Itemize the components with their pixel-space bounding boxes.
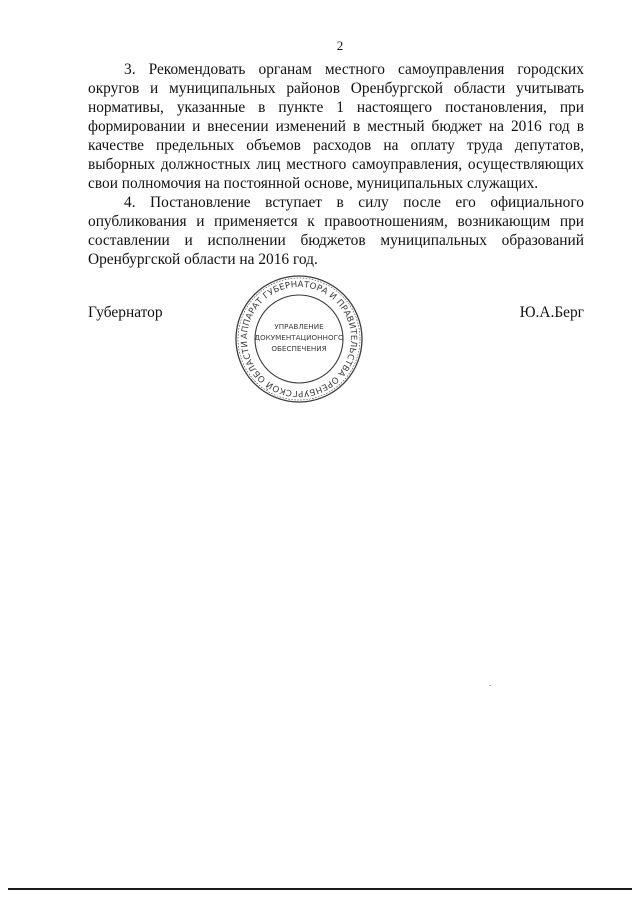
seal-graphic [233, 273, 365, 405]
page-number: 2 [336, 38, 344, 53]
seal-center-line-3: ОБЕСПЕЧЕНИЯ [271, 344, 327, 353]
official-seal [233, 273, 365, 405]
seal-ring-text: АППАРАТ ГУБЕРНАТОРА И ПРАВИТЕЛЬСТВА ОРЕНБУРГСКОЙ ОБЛАСТИ [239, 279, 359, 399]
document-body [88, 60, 584, 269]
seal-center-line-2: ДОКУМЕНТАЦИОННОГО [254, 333, 344, 342]
page-bottom-rule [8, 888, 632, 890]
paragraph-3: 3. Рекомендовать органам местного самоуправления городских округов и муниципальных районов Оренбургской области учитывать нормативы, указанные в пункте 1 настоящего постановления, при формировании и внесении изменений в местный бюджет на 2016 год в качестве предельных объемов расходов на оплату труда депутатов, выборных должностных лиц местного самоуправления, осуществляющих свои полномочия на постоянной основе, муниципальных служащих. [88, 61, 584, 192]
seal-center-line-1: УПРАВЛЕНИЕ [274, 322, 324, 331]
paragraph-4: 4. Постановление вступает в силу после его официального опубликования и применяется к правоотношениям, возникающим при составлении и исполнении бюджетов муниципальных образований Оренбургской области на 2016 год. [88, 194, 584, 268]
signatory-name: Ю.А.Берг [519, 304, 584, 321]
signatory-title: Губернатор [88, 304, 163, 321]
scan-speck [489, 685, 491, 686]
